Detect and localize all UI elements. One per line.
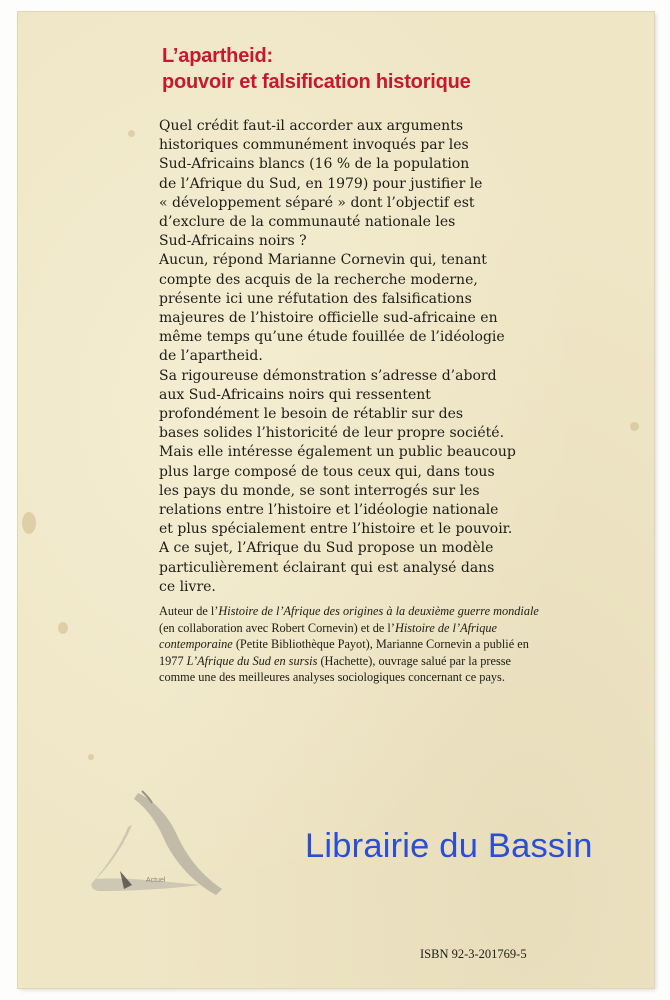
blurb-line: de l’apartheid. xyxy=(159,348,263,365)
book-title xyxy=(162,43,632,95)
author-bio xyxy=(159,603,539,686)
blurb-line: de l’Afrique du Sud, en 1979) pour justifier le xyxy=(159,175,483,192)
bio-book-title: Histoire de l’Afrique des origines à la deuxième guerre mondiale xyxy=(218,604,539,618)
title-line-1: L’apartheid: xyxy=(162,45,273,67)
bookseller-watermark: Librairie du Bassin xyxy=(305,827,593,865)
blurb-line: relations entre l’histoire et l’idéologie nationale xyxy=(159,502,499,519)
foxing-spot xyxy=(22,512,36,534)
blurb-line: même temps qu’une étude fouillée de l’idéologie xyxy=(159,329,505,346)
blurb-line: Sa rigoureuse démonstration s’adresse d’abord xyxy=(159,367,497,384)
bio-text: (Petite Bibliothèque Payot), Marianne Cornevin a publié en 1977 xyxy=(159,637,529,668)
blurb-line: historiques communément invoqués par les xyxy=(159,137,469,154)
foxing-spot xyxy=(58,622,68,634)
blurb-line: bases solides l’historicité de leur propre société. xyxy=(159,425,505,442)
blurb-line: ce livre. xyxy=(159,578,216,595)
foxing-spot xyxy=(88,754,94,760)
blurb-line: Mais elle intéresse également un public beaucoup xyxy=(159,444,516,461)
blurb-line: Quel crédit faut-il accorder aux arguments xyxy=(159,118,464,134)
blurb-text xyxy=(159,117,539,597)
foxing-spot xyxy=(128,130,135,137)
blurb-line: plus large composé de tous ceux qui, dans tous xyxy=(159,463,495,480)
blurb-line: d’exclure de la communauté nationale les xyxy=(159,214,456,231)
blurb-line: particulièrement éclairant qui est analysé dans xyxy=(159,559,495,576)
blurb-line: aux Sud-Africains noirs qui ressentent xyxy=(159,386,431,403)
bio-book-title: L’Afrique du Sud en sursis xyxy=(186,653,318,668)
bio-book-title: Histoire de l’Afrique contemporaine xyxy=(159,620,497,652)
publisher-logo-caption: Actuel xyxy=(146,877,166,884)
blurb-line: majeures de l’histoire officielle sud-africaine en xyxy=(159,310,498,327)
blurb-line: « développement séparé » dont l’objectif est xyxy=(159,194,475,211)
blurb-line: A ce sujet, l’Afrique du Sud propose un modèle xyxy=(159,540,494,557)
publisher-logo xyxy=(80,785,240,905)
blurb-line: Aucun, répond Marianne Cornevin qui, tenant xyxy=(159,252,487,269)
blurb-line: et plus spécialement entre l’histoire et le pouvoir. xyxy=(159,521,513,538)
blurb-line: présente ici une réfutation des falsifications xyxy=(159,290,472,307)
blurb-line: Sud-Africains blancs (16 % de la population xyxy=(159,156,470,173)
bio-text: (Hachette), ouvrage salué par la presse comme une des meilleures analyses sociologiques concernant ce pays. xyxy=(159,653,511,685)
bio-text: (en collaboration avec Robert Cornevin) et de l’ xyxy=(159,620,395,635)
title-line-2: pouvoir et falsification historique xyxy=(162,71,471,93)
foxing-spot xyxy=(630,422,639,431)
blurb-line: profondément le besoin de rétablir sur des xyxy=(159,406,464,423)
blurb-line: les pays du monde, se sont interrogés sur les xyxy=(159,482,480,499)
bio-text: Auteur de l’ xyxy=(159,604,219,618)
blurb-line: Sud-Africains noirs ? xyxy=(159,233,307,250)
blurb-line: compte des acquis de la recherche moderne, xyxy=(159,271,478,288)
isbn-number: ISBN 92-3-201769-5 xyxy=(420,947,527,961)
